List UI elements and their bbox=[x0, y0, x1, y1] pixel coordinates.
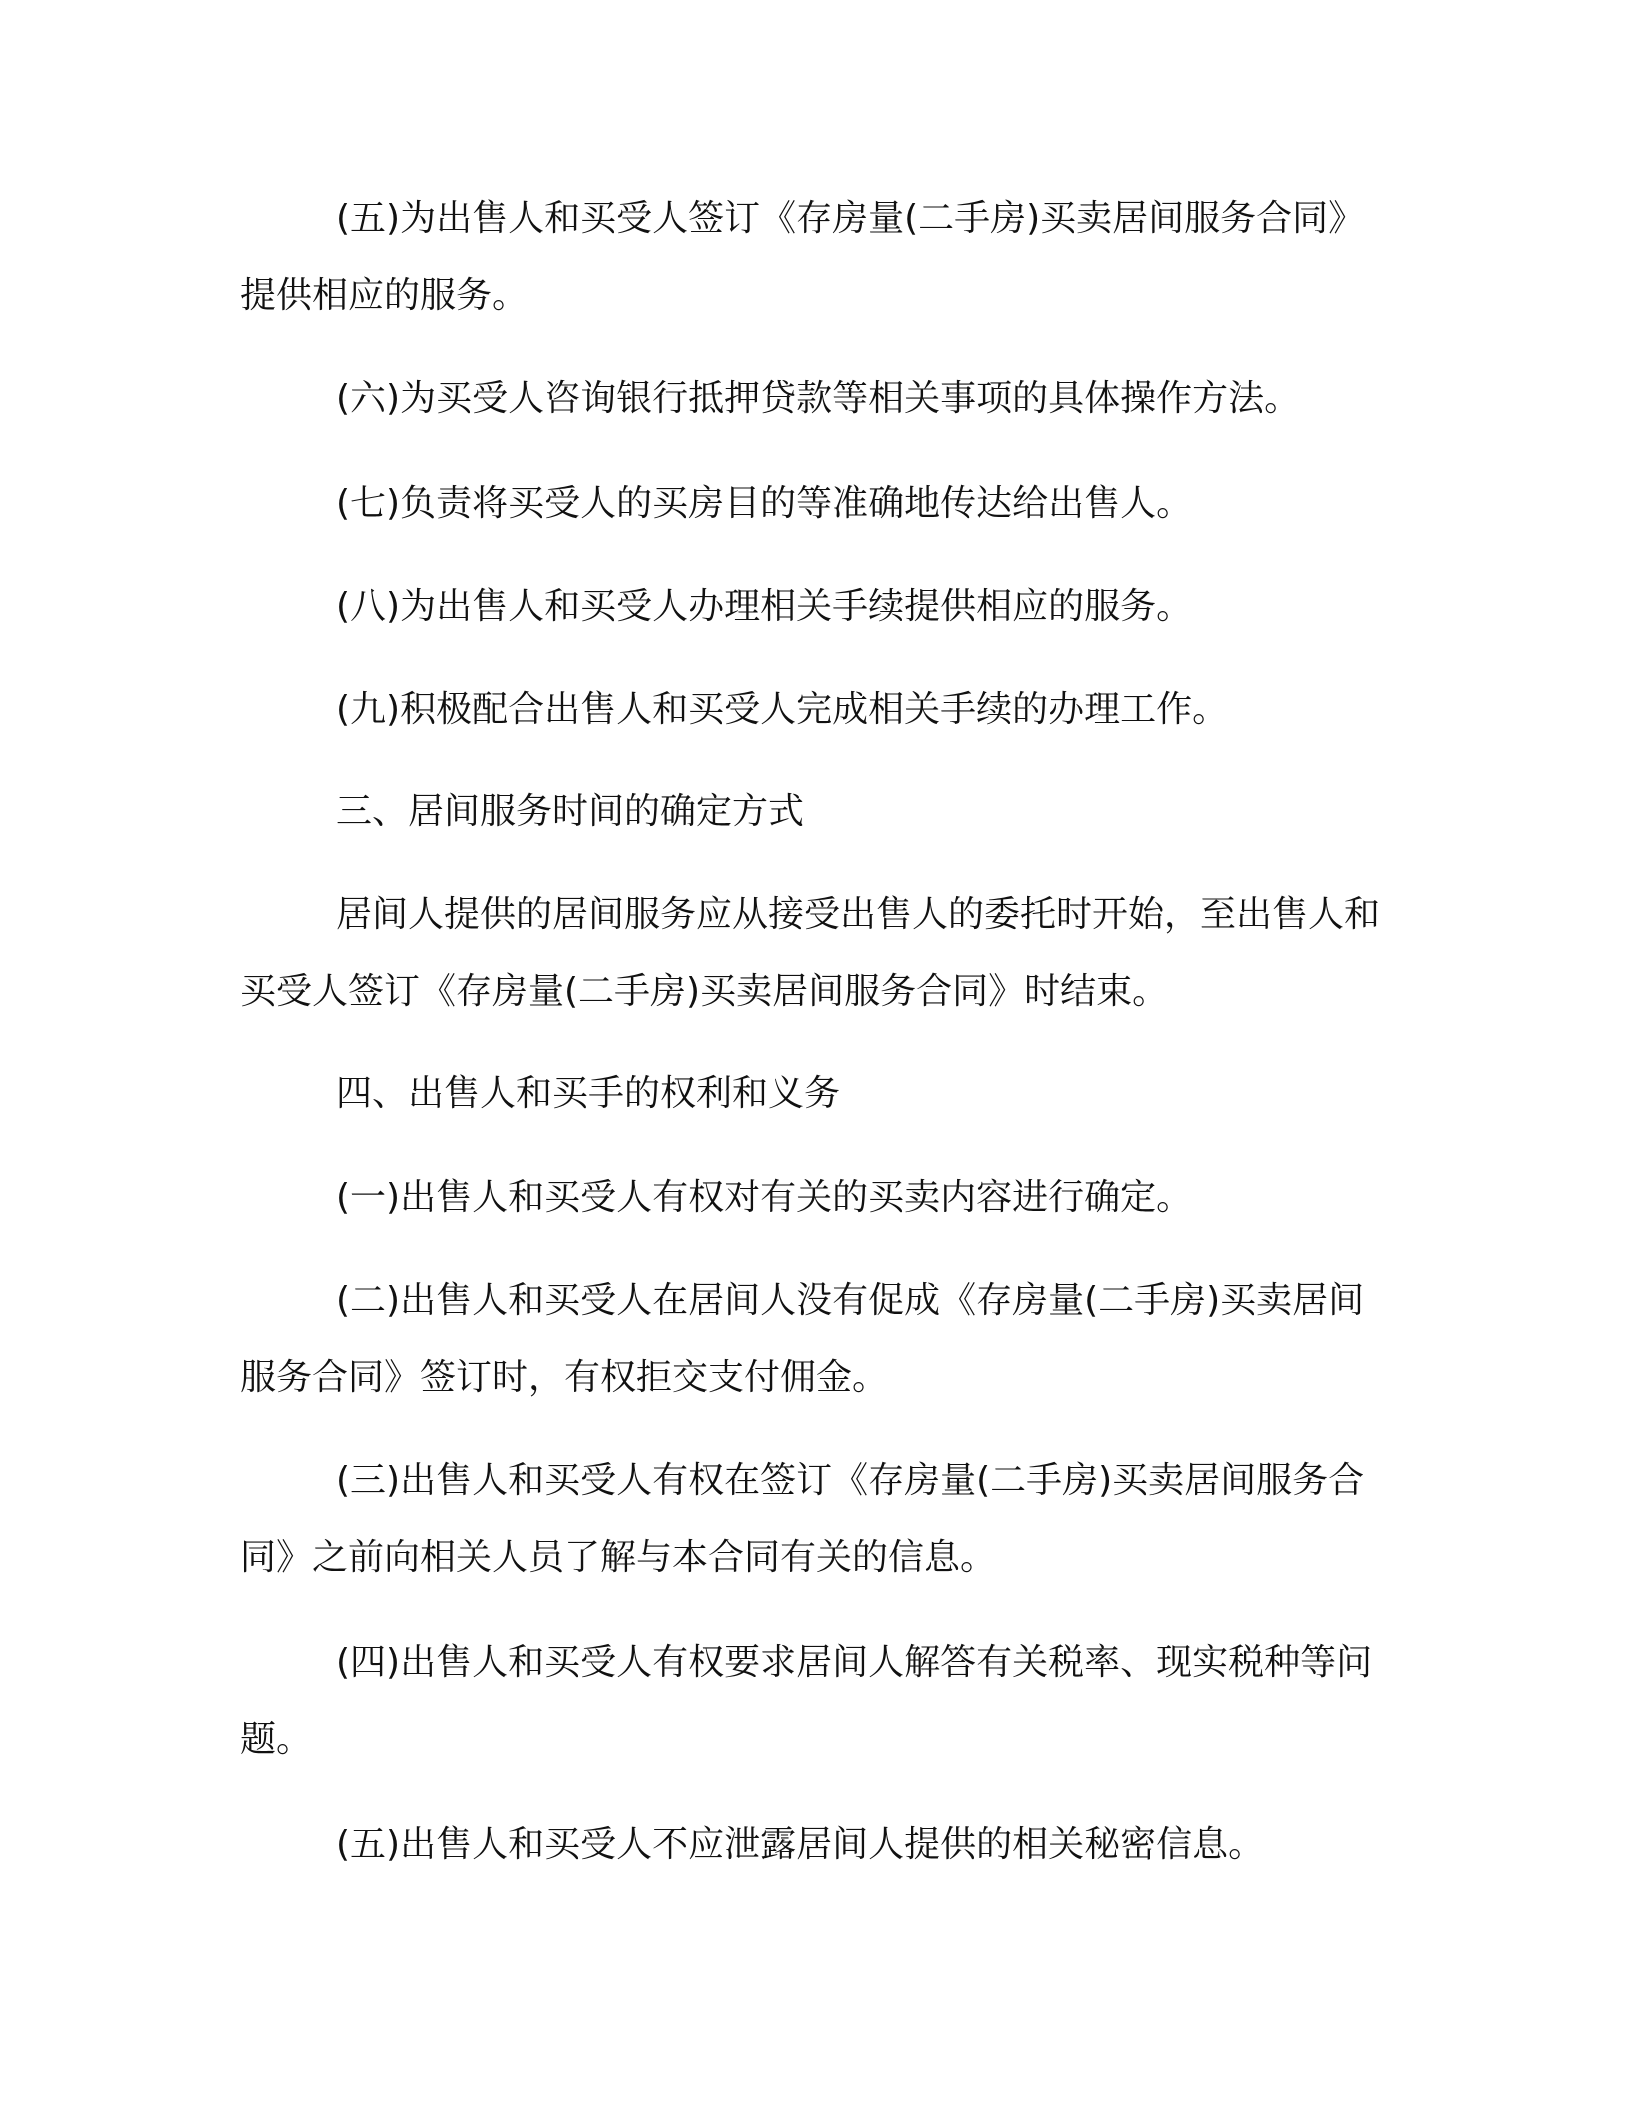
paragraph-right-3: (三)出售人和买受人有权在签订《存房量(二手房)买卖居间服务合同》之前向相关人员了解与本合同有关的信息。 bbox=[240, 1460, 1365, 1578]
section-heading-3: 三、居间服务时间的确定方式 bbox=[336, 791, 805, 832]
paragraph-7-purpose: (七)负责将买受人的买房目的等准确地传达给出售人。 bbox=[336, 483, 1193, 524]
paragraph-9-cooperation: (九)积极配合出售人和买受人完成相关手续的办理工作。 bbox=[336, 689, 1229, 730]
paragraph-right-5: (五)出售人和买受人不应泄露居间人提供的相关秘密信息。 bbox=[336, 1824, 1265, 1865]
paragraph-right-2: (二)出售人和买受人在居间人没有促成《存房量(二手房)买卖居间服务合同》签订时，有权拒交支付佣金。 bbox=[240, 1280, 1365, 1398]
paragraph-right-1: (一)出售人和买受人有权对有关的买卖内容进行确定。 bbox=[336, 1177, 1193, 1218]
paragraph-service-time: 居间人提供的居间服务应从接受出售人的委托时开始，至出售人和买受人签订《存房量(二手房)买卖居间服务合同》时结束。 bbox=[240, 894, 1381, 1012]
paragraph-6-mortgage: (六)为买受人咨询银行抵押贷款等相关事项的具体操作方法。 bbox=[336, 378, 1301, 419]
paragraph-5-service: (五)为出售人和买受人签订《存房量(二手房)买卖居间服务合同》提供相应的服务。 bbox=[240, 198, 1365, 316]
section-heading-4: 四、出售人和买手的权利和义务 bbox=[336, 1073, 841, 1114]
paragraph-8-procedures: (八)为出售人和买受人办理相关手续提供相应的服务。 bbox=[336, 586, 1193, 627]
paragraph-right-4: (四)出售人和买受人有权要求居间人解答有关税率、现实税种等问题。 bbox=[240, 1642, 1373, 1760]
